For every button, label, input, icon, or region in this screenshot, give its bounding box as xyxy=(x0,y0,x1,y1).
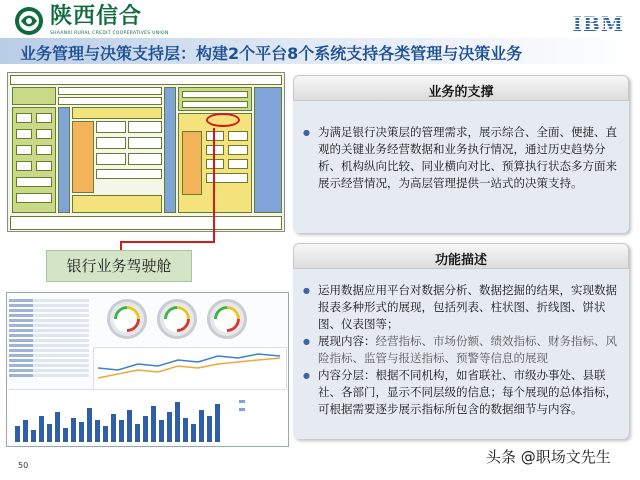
gauge-icon xyxy=(107,299,147,339)
list-item xyxy=(300,367,622,418)
diagram-blue-column xyxy=(254,87,282,213)
highlight-circle xyxy=(206,113,240,127)
diagram-block xyxy=(12,87,56,105)
diagram-block xyxy=(128,153,162,165)
diagram-block xyxy=(36,113,52,123)
logo-emblem-icon xyxy=(14,6,44,36)
diagram-block xyxy=(36,161,52,171)
diagram-block xyxy=(58,87,162,95)
list-item-label: 内容分层： xyxy=(318,368,376,382)
page-title: 业务管理与决策支持层：构建2个平台8个系统支持各类管理与决策业务 xyxy=(20,44,523,63)
gauge-icon xyxy=(207,299,247,339)
function-panel-list xyxy=(300,282,622,418)
diagram-block xyxy=(182,131,202,195)
connector-line xyxy=(120,241,215,243)
support-panel-heading: 业务的支撑 xyxy=(428,85,494,100)
list-item xyxy=(300,333,622,367)
diagram-block xyxy=(96,137,126,149)
list-item-text: 经营指标、市场份额、绩效指标、财务指标、风险指标、监管与报送指标、预警等信息的展现 xyxy=(318,334,617,365)
watermark: 头条 @职场文先生 xyxy=(486,448,611,466)
diagram-block xyxy=(72,195,162,213)
diagram-block xyxy=(16,113,32,123)
list-item-text: 运用数据应用平台对数据分析、数据挖掘的结果，实现数据报表多种形式的展现，包括列表、柱状图、折线图、饼状图、仪表图等； xyxy=(318,283,617,331)
diagram-block xyxy=(36,145,52,155)
ibm-logo: IBM xyxy=(572,12,624,36)
cockpit-label: 银行业务驾驶舱 xyxy=(66,257,172,275)
page-number: 50 xyxy=(18,461,29,470)
diagram-block xyxy=(96,169,162,179)
architecture-diagram xyxy=(7,72,285,232)
diagram-block xyxy=(182,91,248,98)
diagram-block xyxy=(16,161,32,171)
list-item xyxy=(300,282,622,333)
diagram-top-band xyxy=(10,75,282,85)
diagram-block xyxy=(206,145,224,155)
diagram-block xyxy=(206,159,224,169)
diagram-block xyxy=(58,97,162,105)
list-item: ● 为满足银行决策层的管理需求，展示综合、全面、便捷、直观的关键业务经营数据和业务执行情况，通过历史趋势分析、机构纵向比较、同业横向对比、预算执行状态多方面来展示经营情况，为高层管理提供一站式的决策支持。 xyxy=(300,124,622,192)
diagram-bottom-band xyxy=(10,216,282,230)
dashboard-table xyxy=(9,299,89,381)
dashboard-screenshot xyxy=(6,292,289,447)
connector-line xyxy=(120,241,122,250)
gauge-icon xyxy=(157,299,197,339)
diagram-block xyxy=(228,159,248,169)
diagram-block xyxy=(128,121,162,133)
diagram-block xyxy=(228,145,248,155)
diagram-block xyxy=(36,129,52,139)
connector-line xyxy=(213,128,215,242)
dashboard-bar-chart xyxy=(9,389,287,445)
diagram-block xyxy=(16,129,32,139)
diagram-block xyxy=(16,177,52,187)
diagram-block xyxy=(16,145,32,155)
diagram-block xyxy=(228,131,248,141)
diagram-blue-column xyxy=(164,87,176,213)
diagram-block xyxy=(96,121,126,133)
diagram-blue-column xyxy=(58,107,70,213)
diagram-block xyxy=(72,107,162,119)
dashboard-line-chart xyxy=(93,347,287,391)
logo-chinese-name: 陕西信合 xyxy=(50,4,143,29)
diagram-block xyxy=(72,121,94,193)
list-item-text: 根据不同机构，如省联社、市级办事处、县联社、各部门，显示不同层级的信息；每个展现的总体指标，可根据需要逐步展示指标所包含的数据细节与内容。 xyxy=(318,368,617,416)
diagram-block xyxy=(128,137,162,149)
support-panel-list xyxy=(300,124,622,192)
diagram-block xyxy=(16,193,52,203)
list-item-label: 展现内容： xyxy=(318,334,376,348)
logo-english-name: SHAANXI RURAL CREDIT COOPERATIVES UNION xyxy=(50,31,169,36)
diagram-block xyxy=(182,101,248,108)
diagram-block xyxy=(206,131,224,141)
diagram-block xyxy=(96,153,126,165)
function-panel-heading: 功能描述 xyxy=(434,253,487,268)
company-logo xyxy=(14,4,184,40)
